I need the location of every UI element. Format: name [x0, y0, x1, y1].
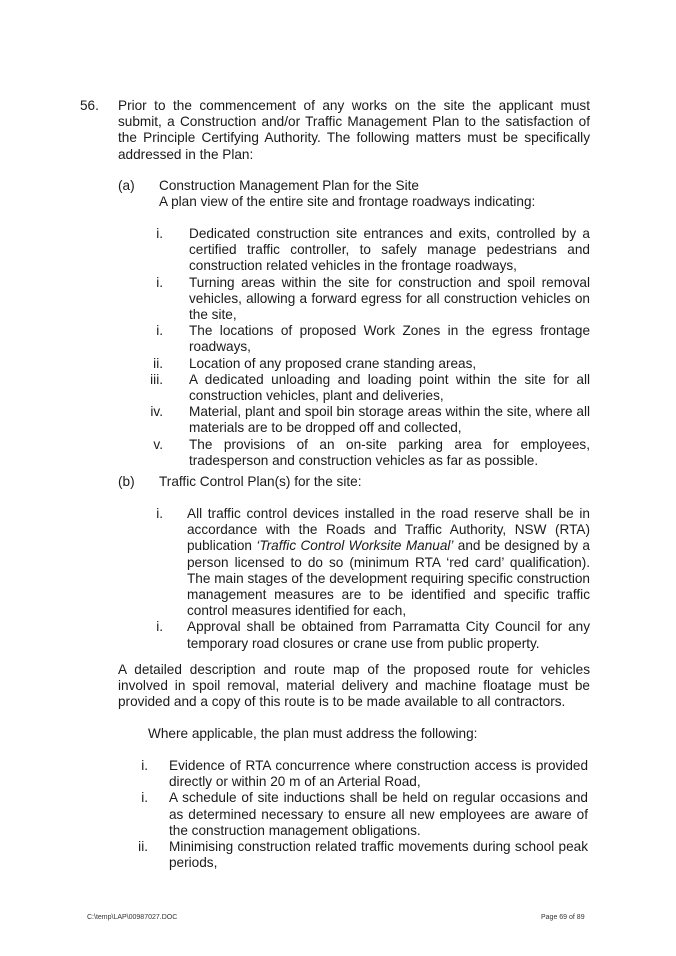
list-marker: i.: [141, 758, 148, 773]
list-item-text: Evidence of RTA concurrence where construction access is provided directly or within 20 m of an Arterial Road,: [169, 758, 588, 790]
section-a-title: Construction Management Plan for the Site: [159, 178, 419, 193]
item-number: 56.: [80, 98, 99, 113]
list-marker: i.: [156, 226, 163, 241]
publication-title: ‘Traffic Control Worksite Manual’: [256, 538, 454, 554]
list-marker: ii.: [153, 355, 163, 371]
list-item-text: Material, plant and spoil bin storage areas within the site, where all materials are to be dropped off and collected,: [189, 404, 590, 436]
list-item: [143, 506, 590, 619]
section-b-label: (b): [118, 474, 135, 489]
applicable-list: [128, 758, 588, 871]
list-item-text: Location of any proposed crane standing areas,: [189, 355, 477, 371]
list-item: [128, 839, 588, 871]
list-marker: i.: [156, 323, 163, 339]
section-a-subtitle: A plan view of the entire site and frontage roadways indicating:: [159, 194, 536, 210]
list-marker: i.: [156, 619, 163, 635]
section-b-title: Traffic Control Plan(s) for the site:: [159, 474, 362, 489]
text-segment: and be designed by a person licensed to do so (minimum RTA ‘red card’ qualification). The main stages of the development requiring specific construction management measures are to be identified and specific traffic control measures identified for each,: [187, 538, 590, 619]
list-marker: v.: [153, 436, 163, 452]
section-a-heading: [159, 178, 535, 210]
list-item-text: Minimising construction related traffic movements during school peak periods,: [169, 839, 588, 871]
list-item: [143, 437, 590, 469]
list-item: [143, 619, 590, 651]
section-a-label: (a): [118, 178, 135, 193]
list-item-text: A schedule of site inductions shall be held on regular occasions and as determined necessary to ensure all new employees are aware of the construction management obligations.: [169, 790, 588, 838]
section-a-list: [143, 226, 590, 469]
list-marker: i.: [156, 274, 163, 290]
list-item: [143, 372, 590, 404]
list-item-text: The provisions of an on-site parking area for employees, tradesperson and construction vehicles as far as possible.: [189, 436, 590, 468]
list-item: [143, 404, 590, 436]
footer-page-number: Page 69 of 89: [541, 914, 585, 921]
list-item: [128, 790, 588, 839]
list-item: [143, 356, 590, 372]
where-applicable-text: Where applicable, the plan must address the following:: [148, 726, 478, 741]
list-item-text: Dedicated construction site entrances and exits, controlled by a certified traffic controller, to safely manage pedestrians and construction related vehicles in the frontage roadways,: [189, 226, 590, 274]
list-item: [143, 323, 590, 355]
footer-file-path: C:\temp\LAP\00987027.DOC: [87, 914, 178, 921]
list-marker: i.: [141, 790, 148, 806]
list-item: [143, 226, 590, 275]
route-paragraph: A detailed description and route map of the proposed route for vehicles involved in spoil removal, material delivery and machine floatage must be provided and a copy of this route is to be made available to all contractors.: [118, 662, 590, 710]
list-item-text: A dedicated unloading and loading point within the site for all construction vehicles, plant and deliveries,: [189, 371, 590, 404]
section-b-list: [143, 506, 590, 652]
list-item: [128, 758, 588, 790]
list-item-text: The locations of proposed Work Zones in the egress frontage roadways,: [189, 323, 590, 355]
list-item-text: [187, 506, 590, 619]
list-marker: i.: [156, 506, 163, 521]
list-marker: iv.: [150, 404, 163, 420]
text-segment: All traffic control devices installed in the road reserve shall be in accordance with the Roads and Traffic Authority, NSW (RTA) publication: [187, 506, 590, 554]
intro-paragraph: Prior to the commencement of any works on the site the applicant must submit, a Construction and/or Traffic Management Plan to the satisfaction of the Principle Certifying Authority. The following matters must be specifically addressed in the Plan:: [118, 98, 590, 162]
list-item-text: Approval shall be obtained from Parramatta City Council for any temporary road closures or crane use from public property.: [187, 619, 590, 651]
list-item: [143, 275, 590, 324]
list-item-text: Turning areas within the site for construction and spoil removal vehicles, allowing a forward egress for all construction vehicles on the site,: [189, 274, 590, 323]
list-marker: ii.: [138, 839, 148, 855]
list-marker: iii.: [150, 371, 163, 387]
